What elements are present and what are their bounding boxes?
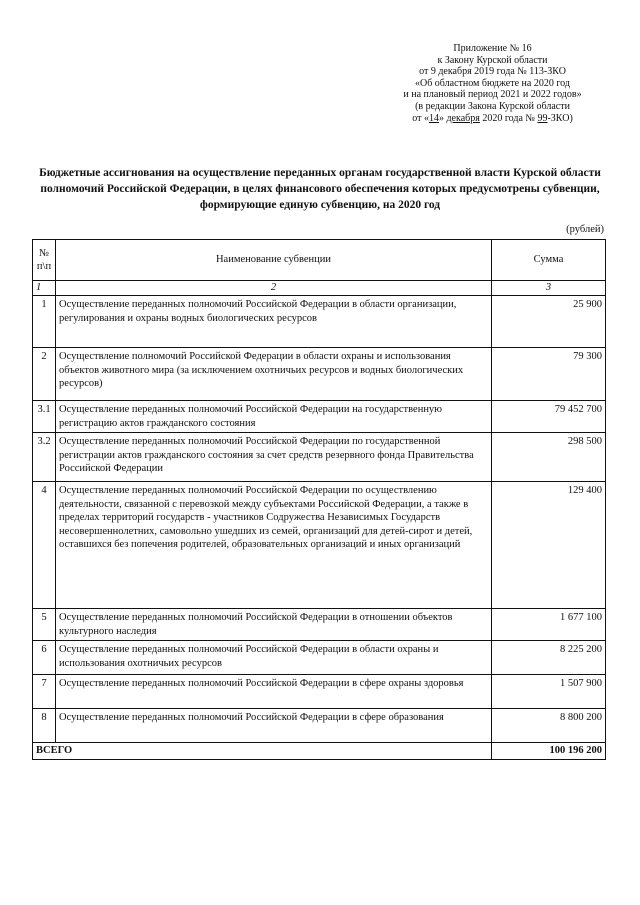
index-sum: 3	[492, 281, 606, 296]
row-sum: 1 677 100	[492, 609, 606, 641]
row-name: Осуществление переданных полномочий Российской Федерации по государственной регистрации актов гражданского состояния за счет средств резервного фонда Правительства Российской Федерации	[56, 433, 492, 482]
header-name: Наименование субвенции	[56, 240, 492, 281]
table-row	[33, 482, 606, 609]
row-name: Осуществление переданных полномочий Российской Федерации в области организации, регулирования и охраны водных биологических ресурсов	[56, 296, 492, 348]
appendix-line-edition: от «14» декабря 2020 года № 99-ЗКО)	[412, 112, 573, 124]
row-sum: 298 500	[492, 433, 606, 482]
row-name: Осуществление полномочий Российской Федерации в области охраны и использования объектов животного мира (за исключением охотничьих ресурсов и водных биологических ресурсов)	[56, 348, 492, 401]
units-label: (рублей)	[566, 224, 604, 235]
row-name: Осуществление переданных полномочий Российской Федерации по осуществлению деятельности, связанной с перевозкой между субъектами Российской Федерации, а также в пределах территорий государств - участников Содружества Независимых Государств несовершеннолетних, самовольно ушедших из семей, организаций для детей-сирот и детей, оставшихся без попечения родителей, образовательных организаций и иных организаций	[56, 482, 492, 609]
row-sum: 25 900	[492, 296, 606, 348]
header-num: № п\п	[33, 240, 56, 281]
row-num: 2	[33, 348, 56, 401]
appendix-line: и на плановый период 2021 и 2022 годов»	[403, 89, 582, 101]
appendix-line: «Об областном бюджете на 2020 год	[415, 77, 570, 89]
row-num: 7	[33, 675, 56, 709]
subventions-table	[32, 239, 606, 760]
row-num: 3.1	[33, 401, 56, 433]
row-name: Осуществление переданных полномочий Российской Федерации в сфере охраны здоровья	[56, 675, 492, 709]
table-row	[33, 609, 606, 641]
row-name: Осуществление переданных полномочий Российской Федерации на государственную регистрацию актов гражданского состояния	[56, 401, 492, 433]
row-sum: 79 452 700	[492, 401, 606, 433]
appendix-line: к Закону Курской области	[437, 54, 548, 66]
row-sum: 1 507 900	[492, 675, 606, 709]
table-row	[33, 348, 606, 401]
appendix-line: (в редакции Закона Курской области	[415, 100, 570, 112]
table-row	[33, 675, 606, 709]
row-sum: 129 400	[492, 482, 606, 609]
table-total-row	[33, 743, 606, 760]
total-label: ВСЕГО	[33, 743, 492, 760]
row-num: 3.2	[33, 433, 56, 482]
index-num: 1	[33, 281, 56, 296]
table-row	[33, 709, 606, 743]
row-num: 6	[33, 641, 56, 675]
table-row	[33, 433, 606, 482]
edition-number: 99	[537, 112, 548, 124]
row-name: Осуществление переданных полномочий Российской Федерации в сфере образования	[56, 709, 492, 743]
appendix-line: Приложение № 16	[453, 43, 532, 54]
index-name: 2	[56, 281, 492, 296]
appendix-line: от 9 декабря 2019 года № 113-ЗКО	[419, 66, 566, 78]
header-sum: Сумма	[492, 240, 606, 281]
total-sum: 100 196 200	[492, 743, 606, 760]
document-title: Бюджетные ассигнования на осуществление переданных органам государственной власти Курской области полномочий Российской Федерации, в целях финансового обеспечения которых предусмотрены субвенции, формирующие единую субвенцию, на 2020 год	[39, 167, 601, 211]
row-sum: 8 225 200	[492, 641, 606, 675]
row-name: Осуществление переданных полномочий Российской Федерации в отношении объектов культурного наследия	[56, 609, 492, 641]
table-header-row	[33, 240, 606, 281]
table-row	[33, 641, 606, 675]
edition-month: декабря	[446, 112, 480, 124]
row-num: 5	[33, 609, 56, 641]
row-num: 1	[33, 296, 56, 348]
table-row	[33, 296, 606, 348]
row-num: 8	[33, 709, 56, 743]
table-row	[33, 401, 606, 433]
row-name: Осуществление переданных полномочий Российской Федерации в области охраны и использования охотничьих ресурсов	[56, 641, 492, 675]
row-sum: 79 300	[492, 348, 606, 401]
edition-day: 14	[428, 112, 439, 124]
row-sum: 8 800 200	[492, 709, 606, 743]
row-num: 4	[33, 482, 56, 609]
table-index-row	[33, 281, 606, 296]
appendix-header	[380, 43, 605, 124]
